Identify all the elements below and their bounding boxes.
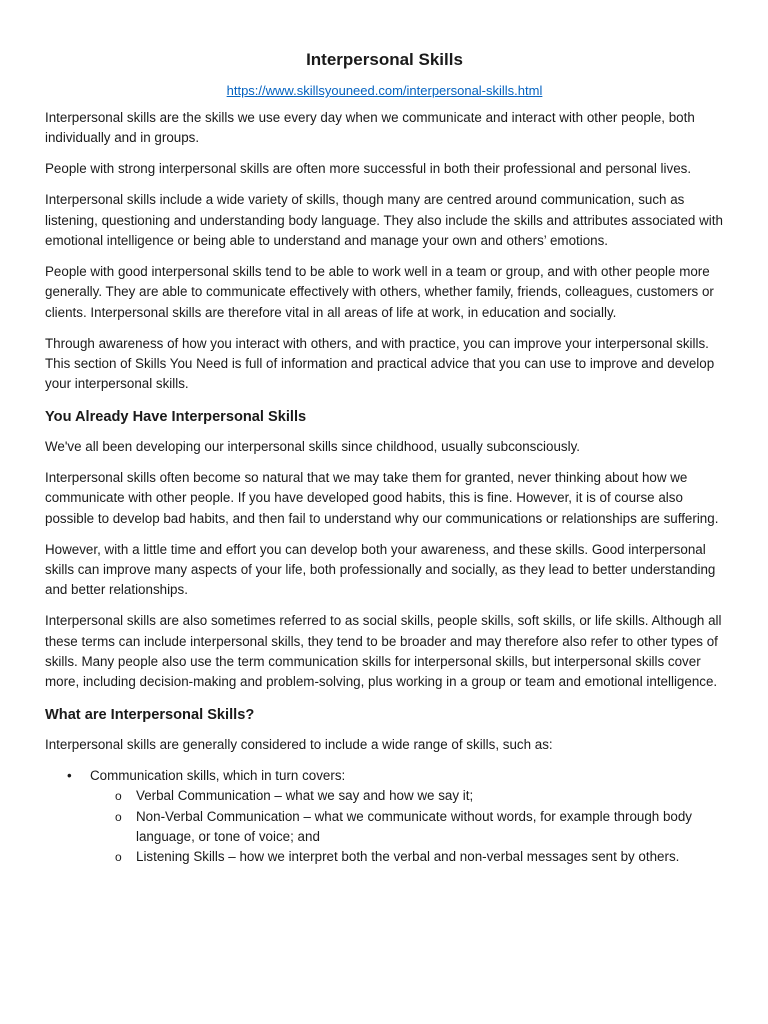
intro-paragraph-2: People with strong interpersonal skills are often more successful in both their professional and personal lives. xyxy=(45,161,692,177)
sub-list-item xyxy=(115,807,724,848)
sub-list-item xyxy=(115,847,724,867)
section-heading-already-have: You Already Have Interpersonal Skills xyxy=(45,408,307,425)
section1-paragraph-1: We've all been developing our interpersonal skills since childhood, usually subconsciously. xyxy=(45,438,581,454)
bullet-icon: • xyxy=(67,767,72,783)
section1-paragraph-3: However, with a little time and effort you can develop both your awareness, and these skills. Good interpersonal skills can improve many aspects of your life, both professionally and socially, as they lead to better understanding and better relationships. xyxy=(45,541,716,598)
sub-list-item-text: Listening Skills – how we interpret both the verbal and non-verbal messages sent by others. xyxy=(136,849,680,865)
sub-list-item xyxy=(115,786,724,806)
source-link[interactable]: https://www.skillsyouneed.com/interpersonal-skills.html xyxy=(226,83,543,98)
sub-list-item-text: Non-Verbal Communication – what we communicate without words, for example through body language, or tone of voice; and xyxy=(136,808,692,844)
section2-paragraph: Interpersonal skills are generally considered to include a wide range of skills, such as: xyxy=(45,736,553,752)
sub-list-item-text: Verbal Communication – what we say and how we say it; xyxy=(136,788,474,804)
list-item-text: Communication skills, which in turn covers: xyxy=(90,767,346,783)
intro-paragraph-4: People with good interpersonal skills tend to be able to work well in a team or group, and with other people more generally. They are able to communicate effectively with others, whether family, friends, colleagues, customers or clients. Interpersonal skills are therefore vital in all areas of life at work, in education and socially. xyxy=(45,263,714,320)
intro-paragraph-5: Through awareness of how you interact with others, and with practice, you can improve your interpersonal skills. This section of Skills You Need is full of information and practical advice that you can use to improve and develop your interpersonal skills. xyxy=(45,335,715,392)
intro-paragraph-1: Interpersonal skills are the skills we use every day when we communicate and interact with other people, both individually and in groups. xyxy=(45,110,695,146)
list-item xyxy=(65,766,724,868)
section-heading-what-are: What are Interpersonal Skills? xyxy=(45,706,255,723)
circle-bullet-icon: o xyxy=(115,789,122,804)
circle-bullet-icon: o xyxy=(115,850,122,865)
section1-paragraph-2: Interpersonal skills often become so natural that we may take them for granted, never thinking about how we communicate with other people. If you have developed good habits, this is fine. However, it is of course also possible to develop bad habits, and then fail to understand why our communications or relationships are suffering. xyxy=(45,469,719,526)
skills-list xyxy=(45,766,724,868)
section1-paragraph-4: Interpersonal skills are also sometimes referred to as social skills, people skills, soft skills, or life skills. Although all these terms can include interpersonal skills, they tend to be broader and may therefore also refer to other types of skills. Many people also use the term communication skills for interpersonal skills, but interpersonal skills cover more, including decision-making and problem-solving, plus working in a group or team and emotional intelligence. xyxy=(45,613,722,690)
sub-list xyxy=(90,786,724,868)
intro-paragraph-3: Interpersonal skills include a wide variety of skills, though many are centred around communication, such as listening, questioning and understanding body language. They also include the skills and attributes associated with emotional intelligence or being able to understand and manage your own and others’ emotions. xyxy=(45,192,723,249)
circle-bullet-icon: o xyxy=(115,809,122,824)
document-title: Interpersonal Skills xyxy=(306,50,463,69)
